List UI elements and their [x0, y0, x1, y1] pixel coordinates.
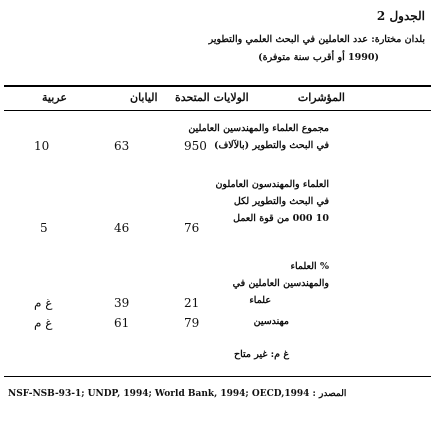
column-header-japan: اليابان	[130, 91, 158, 104]
row3-japan-value: 39	[114, 296, 130, 310]
row4-usa-value: 79	[184, 316, 200, 330]
table-title-line1: بلدان مختارة: عدد العاملين في البحث العلمي والتطوير	[208, 34, 425, 45]
row4-arab-value: غ م	[34, 316, 53, 330]
row3-indicator-line1: % العلماء	[290, 261, 329, 272]
row2-indicator-line3: 10 000 من قوة العمل	[233, 213, 329, 224]
footnote: غ م: غير متاح	[233, 349, 289, 360]
row2-japan-value: 46	[114, 221, 130, 235]
column-header-indicator: المؤشرات	[297, 91, 345, 104]
row4-indicator-line1: مهندسين	[253, 316, 289, 327]
row1-japan-value: 63	[114, 139, 130, 153]
row2-usa-value: 76	[184, 221, 200, 235]
row2-indicator-line2: في البحث والتطوير لكل	[233, 196, 329, 207]
row3-usa-value: 21	[184, 296, 200, 310]
row1-usa-value: 950	[184, 139, 207, 153]
row2-indicator-line1: العلماء والمهندسون العاملون	[215, 179, 329, 190]
row4-japan-value: 61	[114, 316, 130, 330]
header-top-rule	[4, 85, 431, 87]
row3-indicator-line2: والمهندسين العاملين في	[232, 278, 329, 289]
column-header-arab: عربية	[42, 91, 67, 104]
column-header-usa: الولايات المتحدة	[175, 91, 249, 104]
table-bottom-rule	[4, 376, 431, 377]
row1-indicator-line2: في البحث والتطوير (بالآلاف)	[213, 140, 329, 151]
row1-indicator-line1: مجموع العلماء والمهندسين العاملين	[188, 123, 329, 134]
source-line: NSF-NSB-93-1; UNDP, 1994; World Bank, 1994; OECD,1994 : المصدر	[8, 389, 347, 399]
table-number: الجدول 2	[376, 9, 425, 23]
row2-arab-value: 5	[40, 221, 48, 235]
header-bottom-rule	[4, 110, 431, 111]
row3-arab-value: غ م	[34, 296, 53, 310]
table-title-line2: (1990 أو أقرب سنة متوفرة)	[258, 52, 379, 63]
row3-indicator-line3: علماء	[249, 295, 271, 306]
row1-arab-value: 10	[34, 139, 50, 153]
